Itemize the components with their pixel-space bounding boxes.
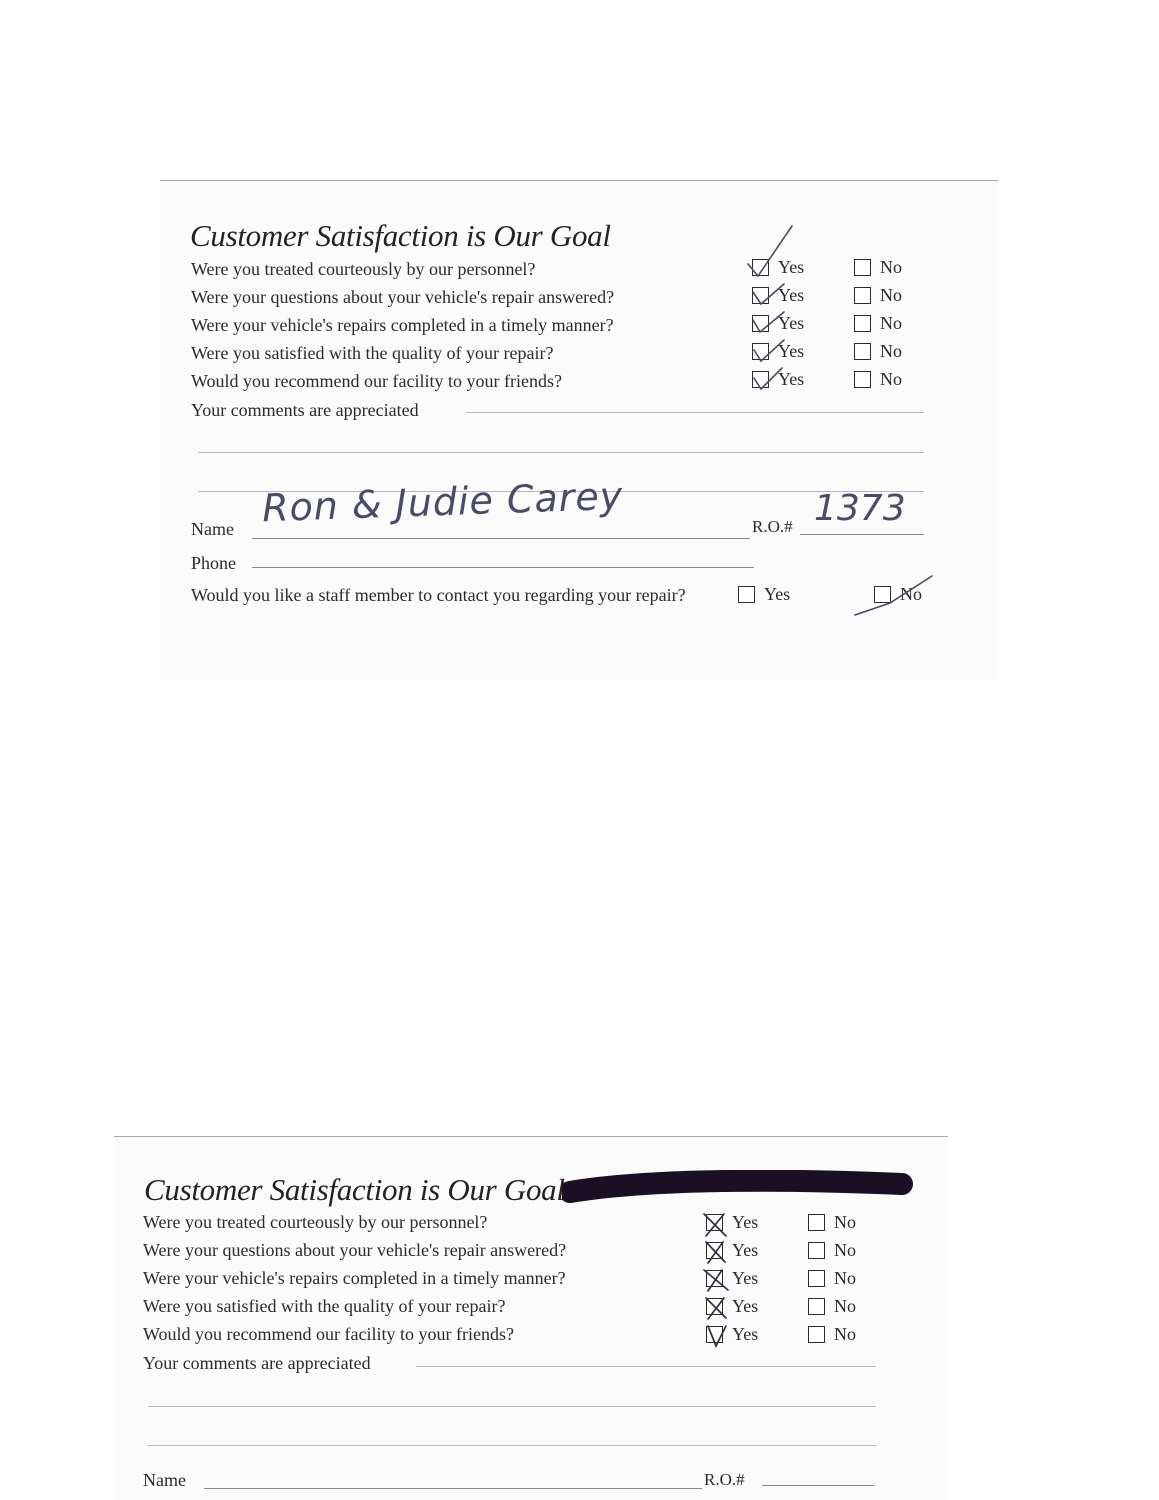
- yes-label: Yes: [764, 584, 791, 604]
- ro-line: [762, 1485, 874, 1486]
- yes-checkbox[interactable]: [706, 1298, 723, 1315]
- no-option-q2[interactable]: [854, 285, 902, 306]
- yes-label: Yes: [732, 1212, 759, 1232]
- question-4: Were you satisfied with the quality of your repair?: [191, 343, 554, 363]
- yes-label: Yes: [778, 285, 805, 305]
- ro-label: R.O.#: [752, 517, 793, 536]
- yes-label: Yes: [778, 257, 805, 277]
- comments-line-1: [466, 412, 924, 413]
- no-label: No: [880, 257, 902, 277]
- redaction-marker-scribble: [562, 1170, 922, 1210]
- yes-checkbox[interactable]: [738, 586, 755, 603]
- no-checkbox[interactable]: [854, 371, 871, 388]
- no-label: No: [880, 369, 902, 389]
- yes-checkbox[interactable]: [706, 1214, 723, 1231]
- question-3: Were your vehicle's repairs completed in a timely manner?: [143, 1268, 566, 1288]
- no-label: No: [880, 313, 902, 333]
- card-top-edge: [114, 1136, 948, 1137]
- no-label: No: [834, 1324, 856, 1344]
- question-1: Were you treated courteously by our personnel?: [143, 1212, 488, 1232]
- yes-label: Yes: [778, 369, 805, 389]
- question-2: Were your questions about your vehicle's repair answered?: [143, 1240, 567, 1260]
- no-option-q4[interactable]: [854, 341, 902, 362]
- yes-checkbox[interactable]: [752, 371, 769, 388]
- yes-label: Yes: [732, 1324, 759, 1344]
- yes-option-q4[interactable]: [752, 341, 804, 362]
- name-label: Name: [143, 1470, 186, 1490]
- question-3: Were your vehicle's repairs completed in a timely manner?: [191, 315, 614, 335]
- yes-checkbox[interactable]: [706, 1270, 723, 1287]
- no-label: No: [834, 1240, 856, 1260]
- no-label: No: [834, 1296, 856, 1316]
- no-checkbox[interactable]: [808, 1242, 825, 1259]
- no-checkbox[interactable]: [874, 586, 891, 603]
- comments-label: Your comments are appreciated: [143, 1353, 371, 1373]
- no-option-q4[interactable]: [808, 1296, 856, 1317]
- yes-option-q1[interactable]: [752, 257, 804, 278]
- contact-question: Would you like a staff member to contact you regarding your repair?: [191, 585, 686, 605]
- yes-checkbox[interactable]: [706, 1242, 723, 1259]
- no-checkbox[interactable]: [808, 1270, 825, 1287]
- yes-checkbox[interactable]: [752, 259, 769, 276]
- phone-label: Phone: [191, 553, 236, 573]
- no-label: No: [834, 1212, 856, 1232]
- no-checkbox[interactable]: [854, 343, 871, 360]
- no-option-q5[interactable]: [854, 369, 902, 390]
- yes-label: Yes: [732, 1268, 759, 1288]
- no-checkbox[interactable]: [854, 315, 871, 332]
- question-5: Would you recommend our facility to your friends?: [191, 371, 562, 391]
- name-label: Name: [191, 519, 234, 539]
- contact-yes-option[interactable]: [738, 584, 790, 605]
- question-1: Were you treated courteously by our personnel?: [191, 259, 536, 279]
- yes-option-q2[interactable]: [752, 285, 804, 306]
- comments-line-2: [148, 1406, 876, 1407]
- survey-card-1: [160, 180, 998, 680]
- yes-label: Yes: [778, 313, 805, 333]
- yes-option-q3[interactable]: [752, 313, 804, 334]
- yes-option-q3[interactable]: [706, 1268, 758, 1289]
- yes-label: Yes: [778, 341, 805, 361]
- no-checkbox[interactable]: [808, 1298, 825, 1315]
- no-checkbox[interactable]: [854, 287, 871, 304]
- comments-line-2: [198, 452, 924, 453]
- no-label: No: [880, 341, 902, 361]
- no-option-q3[interactable]: [808, 1268, 856, 1289]
- yes-option-q4[interactable]: [706, 1296, 758, 1317]
- name-handwritten-value: Ron & Judie Carey: [261, 473, 624, 531]
- yes-label: Yes: [732, 1296, 759, 1316]
- survey-card-2: [114, 1136, 948, 1500]
- yes-option-q5[interactable]: [706, 1324, 758, 1345]
- yes-checkbox[interactable]: [752, 343, 769, 360]
- name-line: [204, 1488, 702, 1489]
- ro-label: R.O.#: [704, 1470, 745, 1489]
- comments-label: Your comments are appreciated: [191, 400, 419, 420]
- contact-no-option[interactable]: [874, 584, 922, 605]
- question-5: Would you recommend our facility to your friends?: [143, 1324, 514, 1344]
- no-option-q3[interactable]: [854, 313, 902, 334]
- no-checkbox[interactable]: [808, 1326, 825, 1343]
- no-checkbox[interactable]: [808, 1214, 825, 1231]
- ro-handwritten-value: 1373: [814, 488, 906, 529]
- yes-option-q2[interactable]: [706, 1240, 758, 1261]
- no-option-q1[interactable]: [808, 1212, 856, 1233]
- no-label: No: [834, 1268, 856, 1288]
- phone-line: [252, 567, 754, 568]
- yes-checkbox[interactable]: [752, 287, 769, 304]
- no-label: No: [900, 584, 922, 604]
- comments-line-1: [416, 1366, 876, 1367]
- question-4: Were you satisfied with the quality of your repair?: [143, 1296, 506, 1316]
- yes-checkbox[interactable]: [706, 1326, 723, 1343]
- yes-option-q5[interactable]: [752, 369, 804, 390]
- yes-option-q1[interactable]: [706, 1212, 758, 1233]
- no-option-q2[interactable]: [808, 1240, 856, 1261]
- name-line: [252, 538, 750, 539]
- no-label: No: [880, 285, 902, 305]
- card-top-edge: [160, 180, 998, 181]
- no-checkbox[interactable]: [854, 259, 871, 276]
- ro-line: [800, 534, 924, 535]
- no-option-q1[interactable]: [854, 257, 902, 278]
- no-option-q5[interactable]: [808, 1324, 856, 1345]
- yes-label: Yes: [732, 1240, 759, 1260]
- survey-title: Customer Satisfaction is Our Goal: [144, 1172, 565, 1207]
- comments-line-3: [148, 1445, 876, 1446]
- question-2: Were your questions about your vehicle's repair answered?: [191, 287, 615, 307]
- survey-title: Customer Satisfaction is Our Goal: [190, 218, 611, 253]
- yes-checkbox[interactable]: [752, 315, 769, 332]
